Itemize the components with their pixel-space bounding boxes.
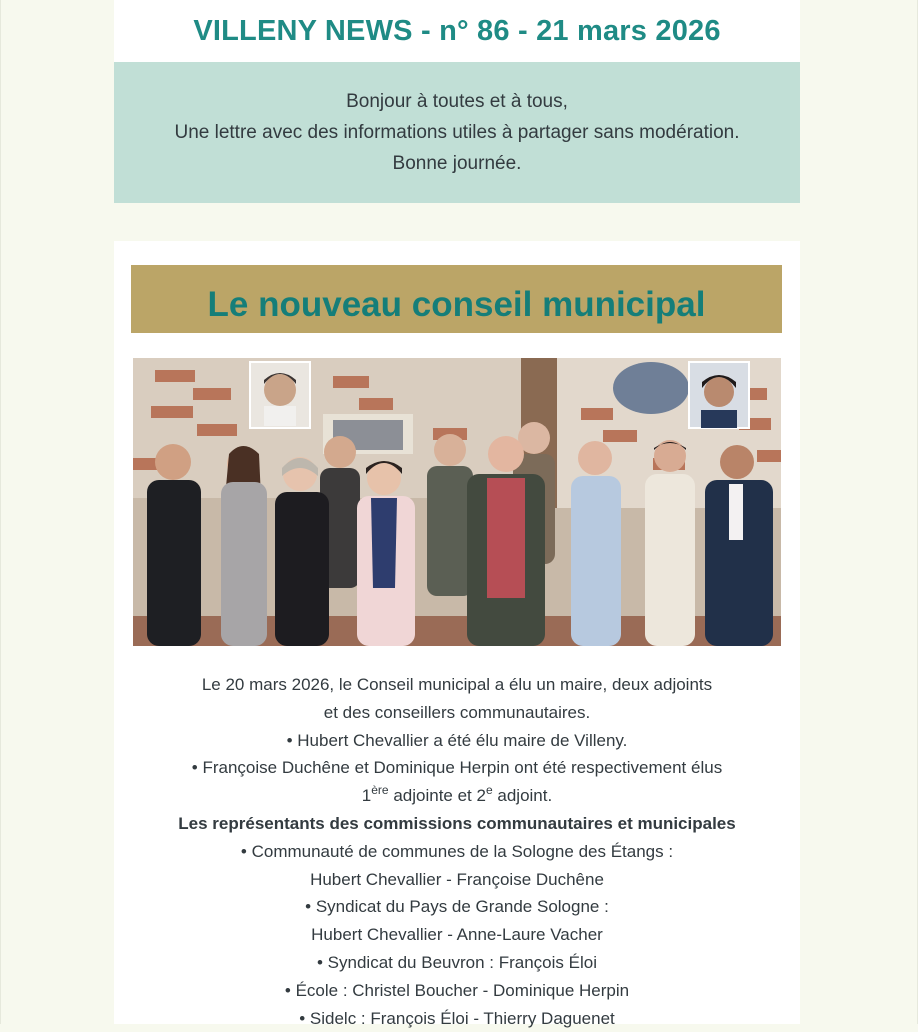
article-p3: • Hubert Chevallier a été élu maire de Villeny.: [286, 730, 628, 750]
commission-item: Hubert Chevallier - Françoise Duchêne: [310, 869, 604, 889]
commission-item: • Syndicat du Pays de Grande Sologne :: [305, 897, 609, 917]
section-banner: [131, 265, 782, 333]
article-body: [114, 671, 800, 1032]
group-photo-image: [133, 358, 781, 646]
article-card: [114, 241, 800, 1028]
section-title: Le nouveau conseil municipal: [207, 285, 706, 324]
commission-item: • Communauté de communes de la Sologne des Étangs :: [240, 841, 674, 861]
intro-box: [114, 62, 800, 203]
newsletter-header: [114, 0, 800, 62]
commission-item: • Syndicat du Beuvron : François Éloi: [317, 952, 597, 972]
commissions-heading: Les représentants des commissions communautaires et municipales: [178, 813, 736, 833]
commission-item: • Sidelc : François Éloi - Thierry Daguenet: [299, 1008, 615, 1028]
ordinal-2-suffix: e: [485, 782, 493, 797]
commission-item: Hubert Chevallier - Anne-Laure Vacher: [311, 925, 603, 945]
intro-line: Une lettre avec des informations utiles à partager sans modération.: [174, 122, 740, 143]
commission-item: • École : Christel Boucher - Dominique Herpin: [284, 980, 630, 1000]
ordinal-2-number: 2: [476, 786, 486, 806]
ordinal-1-number: 1: [361, 786, 372, 806]
intro-greeting: Bonjour à toutes et à tous,: [346, 91, 568, 112]
article-p4: • Françoise Duchêne et Dominique Herpin ont été respectivement élus: [191, 758, 723, 778]
group-photo: [133, 358, 781, 646]
ordinal-2-text: adjoint.: [492, 786, 553, 806]
article-p1: Le 20 mars 2026, le Conseil municipal a élu un maire, deux adjoints: [201, 675, 713, 694]
ordinal-1-suffix: ère: [371, 782, 389, 797]
ordinal-1-text: adjointe et: [388, 786, 477, 806]
article-p2: et des conseillers communautaires.: [323, 702, 591, 722]
newsletter-title: VILLENY NEWS - n° 86 - 21 mars 2026: [193, 15, 721, 47]
article-ordinals: [114, 782, 800, 810]
intro-closing: Bonne journée.: [392, 153, 522, 174]
